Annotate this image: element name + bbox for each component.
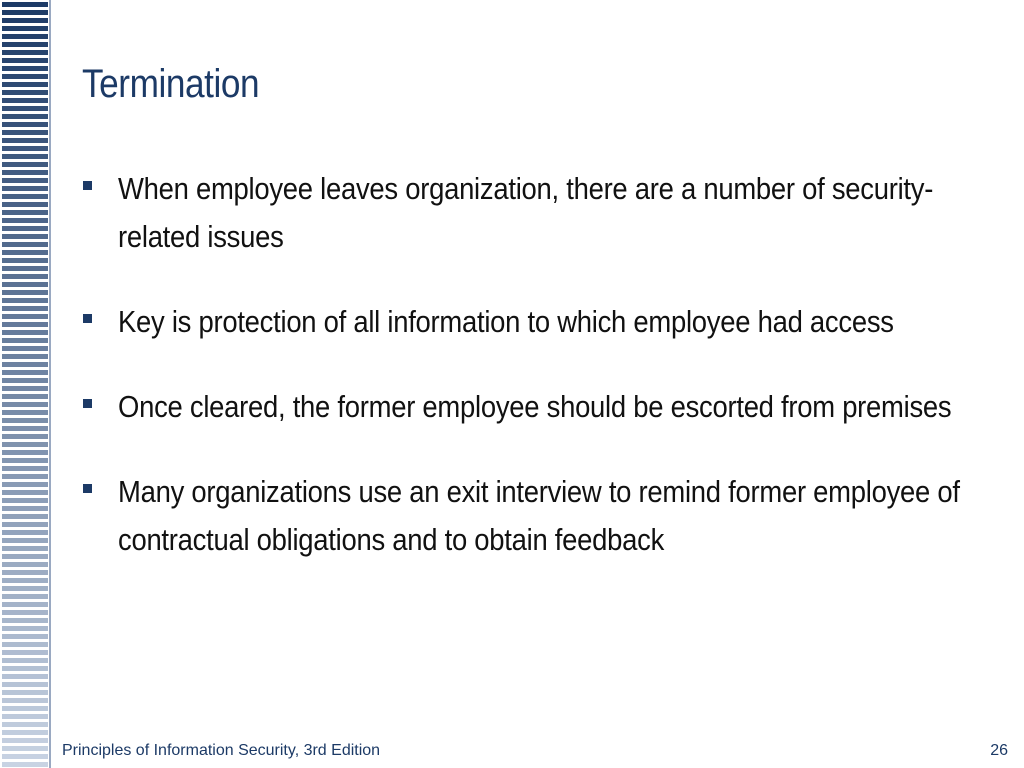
sidebar-stripe <box>2 66 48 71</box>
sidebar-stripe <box>2 106 48 111</box>
sidebar-stripe <box>2 154 48 159</box>
sidebar-stripe <box>2 306 48 311</box>
sidebar-stripe <box>2 354 48 359</box>
sidebar-stripe <box>2 754 48 759</box>
sidebar-stripe <box>2 442 48 447</box>
sidebar-stripe <box>2 194 48 199</box>
sidebar-stripe <box>2 626 48 631</box>
sidebar-stripe <box>2 378 48 383</box>
page-number: 26 <box>990 742 1008 759</box>
sidebar-stripe <box>2 74 48 79</box>
sidebar-stripe <box>2 698 48 703</box>
sidebar-stripe <box>2 498 48 503</box>
square-bullet-icon <box>83 399 92 408</box>
sidebar-stripe <box>2 178 48 183</box>
sidebar-stripe <box>2 162 48 167</box>
sidebar-stripe <box>2 618 48 623</box>
sidebar-stripe <box>2 642 48 647</box>
sidebar-stripe <box>2 674 48 679</box>
footer-course-title: Principles of Information Security, 3rd Edition <box>62 742 381 759</box>
sidebar-stripe <box>2 762 48 767</box>
bullet-item <box>80 383 970 431</box>
sidebar-stripe <box>2 746 48 751</box>
sidebar-stripe <box>2 730 48 735</box>
sidebar-stripe <box>2 346 48 351</box>
sidebar-stripe <box>2 458 48 463</box>
sidebar-stripe <box>2 90 48 95</box>
bullet-list <box>80 165 970 601</box>
sidebar-edge <box>49 0 51 768</box>
sidebar-stripe <box>2 634 48 639</box>
sidebar-stripe <box>2 298 48 303</box>
sidebar-stripe <box>2 2 48 7</box>
sidebar-stripe <box>2 666 48 671</box>
sidebar-stripe <box>2 386 48 391</box>
sidebar-stripe <box>2 138 48 143</box>
sidebar-stripe <box>2 202 48 207</box>
sidebar-stripe <box>2 170 48 175</box>
sidebar-stripe <box>2 538 48 543</box>
sidebar-stripe <box>2 266 48 271</box>
sidebar-stripe <box>2 282 48 287</box>
sidebar-stripe <box>2 226 48 231</box>
sidebar-stripe <box>2 322 48 327</box>
sidebar-stripe <box>2 714 48 719</box>
sidebar-stripe <box>2 82 48 87</box>
sidebar-stripe <box>2 682 48 687</box>
sidebar-stripe <box>2 490 48 495</box>
sidebar-stripe <box>2 578 48 583</box>
sidebar-stripe <box>2 234 48 239</box>
sidebar-stripe <box>2 706 48 711</box>
sidebar-stripe <box>2 58 48 63</box>
sidebar-stripe <box>2 738 48 743</box>
bullet-text: Key is protection of all information to which employee had access <box>118 304 894 339</box>
sidebar-stripe <box>2 258 48 263</box>
sidebar-stripe <box>2 114 48 119</box>
square-bullet-icon <box>83 484 92 493</box>
sidebar-stripe <box>2 394 48 399</box>
sidebar-stripe <box>2 314 48 319</box>
sidebar-stripe <box>2 722 48 727</box>
sidebar-stripe <box>2 602 48 607</box>
sidebar-stripe <box>2 210 48 215</box>
bullet-item <box>80 165 970 261</box>
sidebar-stripe <box>2 18 48 23</box>
bullet-text: Once cleared, the former employee should be escorted from premises <box>118 389 952 424</box>
sidebar-stripe <box>2 530 48 535</box>
sidebar-stripe <box>2 290 48 295</box>
sidebar-stripe <box>2 130 48 135</box>
sidebar-stripe <box>2 50 48 55</box>
slide-title: Termination <box>82 62 260 106</box>
bullet-text: Many organizations use an exit interview to remind former employee of contractual obligations and to obtain feedback <box>118 474 960 557</box>
sidebar-stripe <box>2 250 48 255</box>
sidebar-stripe <box>2 522 48 527</box>
sidebar-stripe <box>2 466 48 471</box>
sidebar-stripe <box>2 370 48 375</box>
bullet-item <box>80 468 970 564</box>
sidebar-stripe <box>2 34 48 39</box>
bullet-text: When employee leaves organization, there are a number of security-related issues <box>118 171 934 254</box>
sidebar-stripe <box>2 186 48 191</box>
sidebar-stripe <box>2 146 48 151</box>
decorative-sidebar <box>0 0 51 768</box>
square-bullet-icon <box>83 314 92 323</box>
sidebar-stripe <box>2 242 48 247</box>
sidebar-stripe <box>2 474 48 479</box>
sidebar-stripe <box>2 562 48 567</box>
sidebar-stripe <box>2 690 48 695</box>
sidebar-stripe <box>2 586 48 591</box>
square-bullet-icon <box>83 181 92 190</box>
sidebar-stripe <box>2 418 48 423</box>
sidebar-stripe <box>2 610 48 615</box>
sidebar-stripe <box>2 434 48 439</box>
sidebar-stripe <box>2 338 48 343</box>
sidebar-stripe <box>2 122 48 127</box>
sidebar-stripe <box>2 362 48 367</box>
sidebar-stripe <box>2 274 48 279</box>
sidebar-stripe <box>2 482 48 487</box>
sidebar-stripe <box>2 98 48 103</box>
sidebar-stripe <box>2 594 48 599</box>
sidebar-stripe <box>2 426 48 431</box>
sidebar-stripe <box>2 554 48 559</box>
sidebar-stripe <box>2 330 48 335</box>
sidebar-stripe <box>2 10 48 15</box>
sidebar-stripe <box>2 410 48 415</box>
sidebar-stripe <box>2 402 48 407</box>
sidebar-stripe <box>2 514 48 519</box>
sidebar-stripe <box>2 26 48 31</box>
sidebar-stripe <box>2 450 48 455</box>
bullet-item <box>80 298 970 346</box>
sidebar-stripe <box>2 570 48 575</box>
sidebar-stripe <box>2 506 48 511</box>
sidebar-stripe <box>2 42 48 47</box>
sidebar-stripe <box>2 650 48 655</box>
sidebar-stripe <box>2 658 48 663</box>
sidebar-stripe <box>2 546 48 551</box>
sidebar-stripe <box>2 218 48 223</box>
